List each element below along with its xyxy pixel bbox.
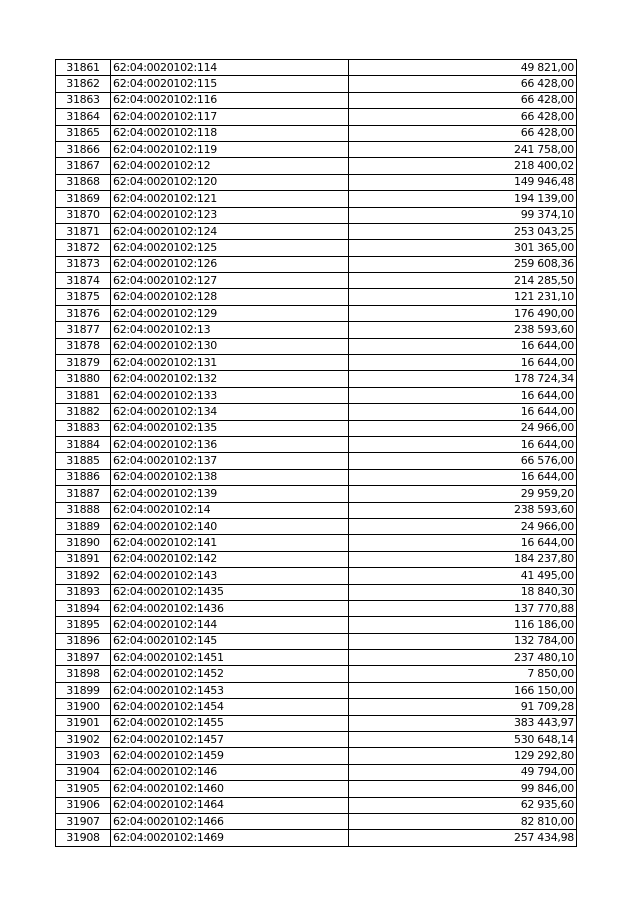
table-row: [56, 682, 577, 698]
cadastral-value-cell: 184 237,80: [349, 551, 577, 567]
cadastral-value-cell: 49 821,00: [349, 60, 577, 76]
row-number-cell: 31879: [56, 355, 111, 371]
cadastral-number-cell: 62:04:0020102:1464: [111, 797, 349, 813]
cadastral-value-cell: 62 935,60: [349, 797, 577, 813]
cadastral-number-cell: 62:04:0020102:138: [111, 469, 349, 485]
cadastral-value-cell: 16 644,00: [349, 469, 577, 485]
table-row: [56, 797, 577, 813]
table-row: [56, 207, 577, 223]
table-row: [56, 535, 577, 551]
cadastral-number-cell: 62:04:0020102:128: [111, 289, 349, 305]
row-number-cell: 31900: [56, 699, 111, 715]
table-row: [56, 764, 577, 780]
row-number-cell: 31881: [56, 387, 111, 403]
table-row: [56, 174, 577, 190]
table-row: [56, 813, 577, 829]
cadastral-value-cell: 16 644,00: [349, 355, 577, 371]
cadastral-number-cell: 62:04:0020102:139: [111, 486, 349, 502]
cadastral-number-cell: 62:04:0020102:135: [111, 420, 349, 436]
cadastral-number-cell: 62:04:0020102:1469: [111, 830, 349, 846]
table-row: [56, 732, 577, 748]
cadastral-value-cell: 253 043,25: [349, 223, 577, 239]
row-number-cell: 31882: [56, 404, 111, 420]
cadastral-number-cell: 62:04:0020102:144: [111, 617, 349, 633]
cadastral-value-cell: 16 644,00: [349, 338, 577, 354]
cadastral-number-cell: 62:04:0020102:145: [111, 633, 349, 649]
table-row: [56, 486, 577, 502]
row-number-cell: 31884: [56, 436, 111, 452]
row-number-cell: 31865: [56, 125, 111, 141]
cadastral-value-cell: 16 644,00: [349, 404, 577, 420]
table-row: [56, 322, 577, 338]
cadastral-value-cell: 301 365,00: [349, 240, 577, 256]
cadastral-number-cell: 62:04:0020102:1453: [111, 682, 349, 698]
cadastral-number-cell: 62:04:0020102:1435: [111, 584, 349, 600]
cadastral-number-cell: 62:04:0020102:142: [111, 551, 349, 567]
table-row: [56, 748, 577, 764]
cadastral-value-cell: 530 648,14: [349, 732, 577, 748]
row-number-cell: 31901: [56, 715, 111, 731]
row-number-cell: 31886: [56, 469, 111, 485]
row-number-cell: 31890: [56, 535, 111, 551]
cadastral-number-cell: 62:04:0020102:134: [111, 404, 349, 420]
cadastral-value-cell: 132 784,00: [349, 633, 577, 649]
table-row: [56, 502, 577, 518]
cadastral-value-cell: 16 644,00: [349, 387, 577, 403]
table-row: [56, 273, 577, 289]
cadastral-value-cell: 18 840,30: [349, 584, 577, 600]
table-row: [56, 781, 577, 797]
cadastral-number-cell: 62:04:0020102:116: [111, 92, 349, 108]
cadastral-number-cell: 62:04:0020102:123: [111, 207, 349, 223]
row-number-cell: 31896: [56, 633, 111, 649]
cadastral-value-cell: 129 292,80: [349, 748, 577, 764]
cadastral-value-cell: 24 966,00: [349, 420, 577, 436]
row-number-cell: 31906: [56, 797, 111, 813]
cadastral-value-cell: 238 593,60: [349, 322, 577, 338]
cadastral-number-cell: 62:04:0020102:132: [111, 371, 349, 387]
cadastral-value-cell: 121 231,10: [349, 289, 577, 305]
cadastral-value-cell: 66 428,00: [349, 125, 577, 141]
row-number-cell: 31864: [56, 109, 111, 125]
row-number-cell: 31862: [56, 76, 111, 92]
table-row: [56, 240, 577, 256]
row-number-cell: 31905: [56, 781, 111, 797]
row-number-cell: 31878: [56, 338, 111, 354]
table-row: [56, 715, 577, 731]
cadastral-number-cell: 62:04:0020102:115: [111, 76, 349, 92]
cadastral-value-cell: 238 593,60: [349, 502, 577, 518]
row-number-cell: 31897: [56, 650, 111, 666]
table-row: [56, 584, 577, 600]
table-row: [56, 404, 577, 420]
table-row: [56, 158, 577, 174]
cadastral-number-cell: 62:04:0020102:14: [111, 502, 349, 518]
row-number-cell: 31872: [56, 240, 111, 256]
cadastral-value-cell: 178 724,34: [349, 371, 577, 387]
row-number-cell: 31902: [56, 732, 111, 748]
table-row: [56, 125, 577, 141]
row-number-cell: 31892: [56, 568, 111, 584]
cadastral-value-cell: 218 400,02: [349, 158, 577, 174]
row-number-cell: 31866: [56, 141, 111, 157]
row-number-cell: 31904: [56, 764, 111, 780]
cadastral-number-cell: 62:04:0020102:1459: [111, 748, 349, 764]
row-number-cell: 31899: [56, 682, 111, 698]
table-row: [56, 60, 577, 76]
cadastral-value-cell: 66 428,00: [349, 92, 577, 108]
row-number-cell: 31898: [56, 666, 111, 682]
cadastral-value-cell: 259 608,36: [349, 256, 577, 272]
cadastral-value-cell: 66 576,00: [349, 453, 577, 469]
cadastral-number-cell: 62:04:0020102:117: [111, 109, 349, 125]
table-row: [56, 223, 577, 239]
table-row: [56, 305, 577, 321]
table-row: [56, 600, 577, 616]
row-number-cell: 31861: [56, 60, 111, 76]
cadastral-value-cell: 176 490,00: [349, 305, 577, 321]
table-row: [56, 436, 577, 452]
cadastral-value-cell: 194 139,00: [349, 191, 577, 207]
cadastral-number-cell: 62:04:0020102:146: [111, 764, 349, 780]
cadastral-value-cell: 257 434,98: [349, 830, 577, 846]
row-number-cell: 31863: [56, 92, 111, 108]
cadastral-value-table: [55, 59, 577, 847]
cadastral-number-cell: 62:04:0020102:1451: [111, 650, 349, 666]
cadastral-number-cell: 62:04:0020102:13: [111, 322, 349, 338]
table-row: [56, 141, 577, 157]
cadastral-number-cell: 62:04:0020102:1466: [111, 813, 349, 829]
cadastral-value-cell: 49 794,00: [349, 764, 577, 780]
table-row: [56, 256, 577, 272]
cadastral-number-cell: 62:04:0020102:120: [111, 174, 349, 190]
table-row: [56, 666, 577, 682]
table-row: [56, 551, 577, 567]
table-row: [56, 289, 577, 305]
cadastral-number-cell: 62:04:0020102:1457: [111, 732, 349, 748]
cadastral-number-cell: 62:04:0020102:1454: [111, 699, 349, 715]
cadastral-value-cell: 24 966,00: [349, 518, 577, 534]
cadastral-value-cell: 16 644,00: [349, 436, 577, 452]
row-number-cell: 31895: [56, 617, 111, 633]
cadastral-value-cell: 66 428,00: [349, 109, 577, 125]
table-row: [56, 650, 577, 666]
row-number-cell: 31885: [56, 453, 111, 469]
row-number-cell: 31876: [56, 305, 111, 321]
row-number-cell: 31883: [56, 420, 111, 436]
cadastral-number-cell: 62:04:0020102:1455: [111, 715, 349, 731]
row-number-cell: 31903: [56, 748, 111, 764]
cadastral-number-cell: 62:04:0020102:1460: [111, 781, 349, 797]
cadastral-number-cell: 62:04:0020102:121: [111, 191, 349, 207]
cadastral-number-cell: 62:04:0020102:137: [111, 453, 349, 469]
cadastral-number-cell: 62:04:0020102:143: [111, 568, 349, 584]
cadastral-value-cell: 7 850,00: [349, 666, 577, 682]
cadastral-value-cell: 237 480,10: [349, 650, 577, 666]
row-number-cell: 31869: [56, 191, 111, 207]
row-number-cell: 31887: [56, 486, 111, 502]
row-number-cell: 31867: [56, 158, 111, 174]
row-number-cell: 31880: [56, 371, 111, 387]
cadastral-value-cell: 66 428,00: [349, 76, 577, 92]
cadastral-number-cell: 62:04:0020102:119: [111, 141, 349, 157]
cadastral-number-cell: 62:04:0020102:140: [111, 518, 349, 534]
row-number-cell: 31908: [56, 830, 111, 846]
row-number-cell: 31877: [56, 322, 111, 338]
table-row: [56, 830, 577, 846]
cadastral-value-cell: 41 495,00: [349, 568, 577, 584]
row-number-cell: 31894: [56, 600, 111, 616]
cadastral-number-cell: 62:04:0020102:118: [111, 125, 349, 141]
row-number-cell: 31907: [56, 813, 111, 829]
table-row: [56, 355, 577, 371]
cadastral-value-cell: 383 443,97: [349, 715, 577, 731]
cadastral-value-cell: 29 959,20: [349, 486, 577, 502]
cadastral-number-cell: 62:04:0020102:1436: [111, 600, 349, 616]
cadastral-value-cell: 214 285,50: [349, 273, 577, 289]
table-row: [56, 371, 577, 387]
cadastral-value-cell: 99 374,10: [349, 207, 577, 223]
cadastral-value-cell: 149 946,48: [349, 174, 577, 190]
table-row: [56, 387, 577, 403]
cadastral-number-cell: 62:04:0020102:130: [111, 338, 349, 354]
row-number-cell: 31889: [56, 518, 111, 534]
table-row: [56, 76, 577, 92]
row-number-cell: 31888: [56, 502, 111, 518]
cadastral-value-cell: 166 150,00: [349, 682, 577, 698]
cadastral-number-cell: 62:04:0020102:125: [111, 240, 349, 256]
cadastral-value-cell: 137 770,88: [349, 600, 577, 616]
table-body: [56, 60, 577, 847]
cadastral-value-cell: 16 644,00: [349, 535, 577, 551]
table-row: [56, 518, 577, 534]
cadastral-value-cell: 82 810,00: [349, 813, 577, 829]
cadastral-value-cell: 116 186,00: [349, 617, 577, 633]
table-row: [56, 617, 577, 633]
cadastral-number-cell: 62:04:0020102:131: [111, 355, 349, 371]
table-row: [56, 699, 577, 715]
table-row: [56, 568, 577, 584]
row-number-cell: 31871: [56, 223, 111, 239]
cadastral-number-cell: 62:04:0020102:136: [111, 436, 349, 452]
table-row: [56, 420, 577, 436]
row-number-cell: 31893: [56, 584, 111, 600]
cadastral-number-cell: 62:04:0020102:126: [111, 256, 349, 272]
cadastral-value-cell: 241 758,00: [349, 141, 577, 157]
row-number-cell: 31891: [56, 551, 111, 567]
row-number-cell: 31874: [56, 273, 111, 289]
cadastral-number-cell: 62:04:0020102:1452: [111, 666, 349, 682]
cadastral-number-cell: 62:04:0020102:12: [111, 158, 349, 174]
row-number-cell: 31868: [56, 174, 111, 190]
table-row: [56, 92, 577, 108]
cadastral-number-cell: 62:04:0020102:127: [111, 273, 349, 289]
cadastral-number-cell: 62:04:0020102:133: [111, 387, 349, 403]
cadastral-number-cell: 62:04:0020102:129: [111, 305, 349, 321]
cadastral-value-cell: 99 846,00: [349, 781, 577, 797]
table-row: [56, 109, 577, 125]
table-row: [56, 469, 577, 485]
row-number-cell: 31870: [56, 207, 111, 223]
cadastral-number-cell: 62:04:0020102:114: [111, 60, 349, 76]
row-number-cell: 31873: [56, 256, 111, 272]
cadastral-number-cell: 62:04:0020102:124: [111, 223, 349, 239]
row-number-cell: 31875: [56, 289, 111, 305]
cadastral-number-cell: 62:04:0020102:141: [111, 535, 349, 551]
table-row: [56, 453, 577, 469]
table-row: [56, 338, 577, 354]
table-row: [56, 633, 577, 649]
table-row: [56, 191, 577, 207]
cadastral-value-cell: 91 709,28: [349, 699, 577, 715]
